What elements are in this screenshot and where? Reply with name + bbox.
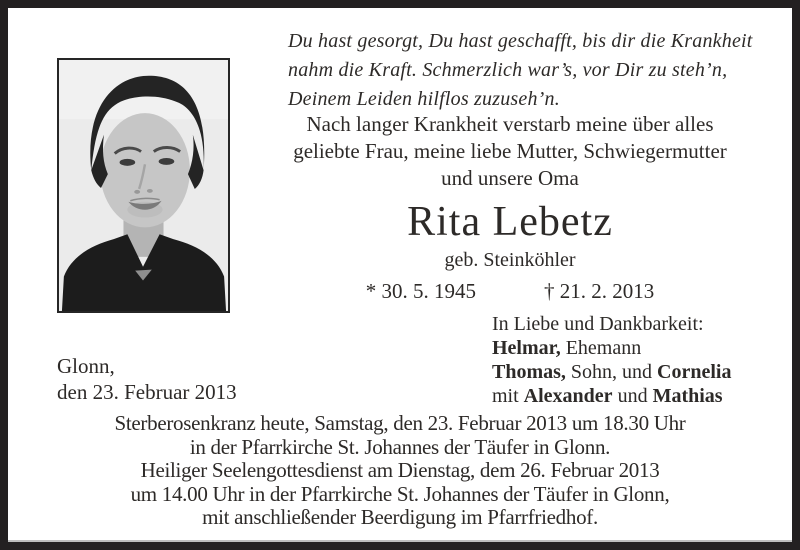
announcement-column [250,111,770,304]
deceased-name: Rita Lebetz [407,199,613,245]
schedule-line: in der Pfarrkirche St. Johannes der Täufer in Glonn. [189,434,611,459]
portrait-photo-illustration [59,60,228,311]
schedule-line: Heiliger Seelengottesdienst am Dienstag, dem 26. Februar 2013 [140,458,660,482]
mourner-line [492,384,731,408]
verse-line: Du hast gesorgt, Du hast geschafft, bis dir die Krankheit [288,30,753,52]
mourner-name: Cornelia [657,361,732,383]
mourner-name: Mathias [652,385,723,407]
mourners-intro: In Liebe und Dankbarkeit: [492,313,704,335]
memorial-verse [288,27,753,114]
schedule-line: Sterberosenkranz heute, Samstag, den 23. Februar 2013 um 18.30 Uhr [114,411,686,435]
date: den 23. Februar 2013 [57,380,237,404]
death-date: † 21. 2. 2013 [544,279,655,303]
mourner-relation: Sohn, und [565,361,658,383]
announcement-line: und unsere Oma [441,166,579,190]
place-date [57,353,237,405]
funeral-schedule [8,412,792,530]
announcement-line: Nach langer Krankheit verstarb meine über alles [306,112,714,136]
mourner-relation: mit [492,385,524,407]
life-dates [250,279,770,304]
mourner-name: Helmar, [492,337,561,359]
schedule-line: mit anschließender Beerdigung im Pfarrfriedhof. [202,505,598,529]
mourner-name: Alexander [523,385,613,407]
mourners-block [492,312,731,408]
schedule-line: um 14.00 Uhr in der Pfarrkirche St. Johannes der Täufer in Glonn, [130,481,670,506]
verse-line: nahm die Kraft. Schmerzlich war’s, vor Dir zu steh’n, [288,59,728,81]
birth-date: * 30. 5. 1945 [365,279,476,303]
portrait-photo [57,58,230,313]
announcement-line: geliebte Frau, meine liebe Mutter, Schwiegermutter [293,139,727,163]
verse-line: Deinem Leiden hilflos zuzuseh’n. [288,88,560,110]
maiden-name: geb. Steinköhler [444,249,576,271]
mourner-line [492,360,731,384]
mourner-line [492,336,731,360]
mourner-relation: und [612,385,653,407]
place: Glonn, [57,354,115,378]
mourner-name: Thomas, [492,361,566,383]
mourner-relation: Ehemann [560,337,642,359]
